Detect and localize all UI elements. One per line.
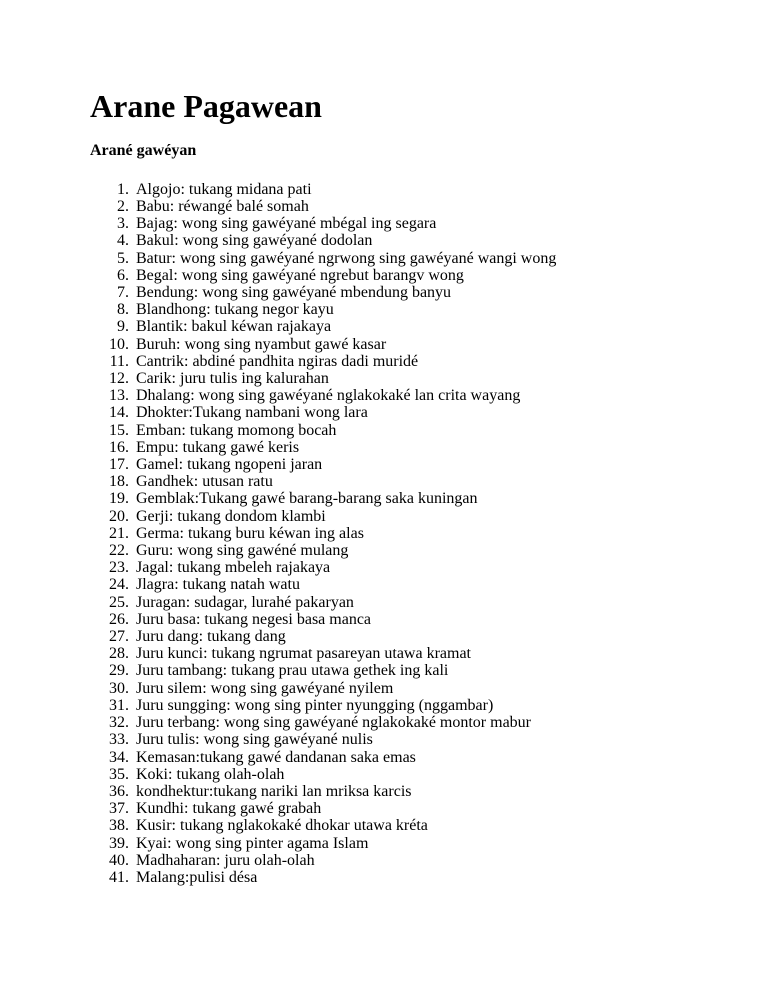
list-item: 16. Empu: tukang gawé keris	[133, 439, 718, 456]
list-item: 24. Jlagra: tukang natah watu	[133, 576, 718, 593]
list-item: 40. Madhaharan: juru olah-olah	[133, 852, 718, 869]
list-item: 5. Batur: wong sing gawéyané ngrwong sing gawéyané wangi wong	[133, 250, 718, 267]
section-heading: Arané gawéyan	[90, 141, 197, 159]
page-title: Arane Pagawean	[90, 88, 322, 124]
list-item: 15. Emban: tukang momong bocah	[133, 422, 718, 439]
job-definition-list	[90, 181, 718, 886]
list-item: 22. Guru: wong sing gawéné mulang	[133, 542, 718, 559]
list-item: 10. Buruh: wong sing nyambut gawé kasar	[133, 336, 718, 353]
list-item: 21. Germa: tukang buru kéwan ing alas	[133, 525, 718, 542]
list-item: 6. Begal: wong sing gawéyané ngrebut barangv wong	[133, 267, 718, 284]
list-item: 29. Juru tambang: tukang prau utawa gethek ing kali	[133, 662, 718, 679]
list-item: 30. Juru silem: wong sing gawéyané nyilem	[133, 680, 718, 697]
list-item: 31. Juru sungging: wong sing pinter nyungging (nggambar)	[133, 697, 718, 714]
list-item: 2. Babu: réwangé balé somah	[133, 198, 718, 215]
list-item: 4. Bakul: wong sing gawéyané dodolan	[133, 232, 718, 249]
list-item: 1. Algojo: tukang midana pati	[133, 181, 718, 198]
list-item: 33. Juru tulis: wong sing gawéyané nulis	[133, 731, 718, 748]
list-item: 14. Dhokter:Tukang nambani wong lara	[133, 404, 718, 421]
list-item: 11. Cantrik: abdiné pandhita ngiras dadi muridé	[133, 353, 718, 370]
list-item: 37. Kundhi: tukang gawé grabah	[133, 800, 718, 817]
list-item: 18. Gandhek: utusan ratu	[133, 473, 718, 490]
list-item: 28. Juru kunci: tukang ngrumat pasareyan utawa kramat	[133, 645, 718, 662]
list-item: 8. Blandhong: tukang negor kayu	[133, 301, 718, 318]
list-item: 9. Blantik: bakul kéwan rajakaya	[133, 318, 718, 335]
list-item: 13. Dhalang: wong sing gawéyané nglakokaké lan crita wayang	[133, 387, 718, 404]
list-item: 41. Malang:pulisi désa	[133, 869, 718, 886]
list-item: 35. Koki: tukang olah-olah	[133, 766, 718, 783]
list-item: 26. Juru basa: tukang negesi basa manca	[133, 611, 718, 628]
list-item: 7. Bendung: wong sing gawéyané mbendung banyu	[133, 284, 718, 301]
list-item: 27. Juru dang: tukang dang	[133, 628, 718, 645]
list-item: 38. Kusir: tukang nglakokaké dhokar utawa kréta	[133, 817, 718, 834]
list-item: 12. Carik: juru tulis ing kalurahan	[133, 370, 718, 387]
list-item: 23. Jagal: tukang mbeleh rajakaya	[133, 559, 718, 576]
list-item: 32. Juru terbang: wong sing gawéyané nglakokaké montor mabur	[133, 714, 718, 731]
list-item: 19. Gemblak:Tukang gawé barang-barang saka kuningan	[133, 490, 718, 507]
list-item: 17. Gamel: tukang ngopeni jaran	[133, 456, 718, 473]
list-item: 39. Kyai: wong sing pinter agama Islam	[133, 835, 718, 852]
list-item: 20. Gerji: tukang dondom klambi	[133, 508, 718, 525]
list-item: 36. kondhektur:tukang nariki lan mriksa karcis	[133, 783, 718, 800]
list-item: 25. Juragan: sudagar, lurahé pakaryan	[133, 594, 718, 611]
list-item: 34. Kemasan:tukang gawé dandanan saka emas	[133, 749, 718, 766]
list-item: 3. Bajag: wong sing gawéyané mbégal ing segara	[133, 215, 718, 232]
